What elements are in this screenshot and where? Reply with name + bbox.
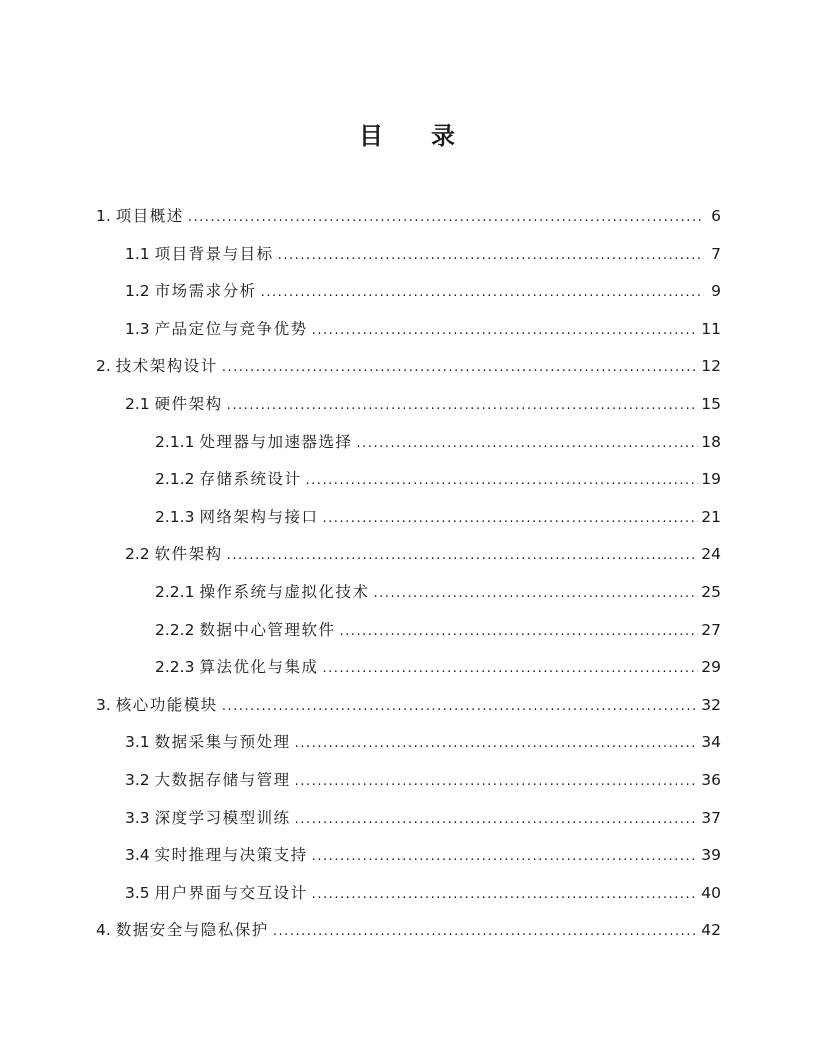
- toc-entry[interactable]: [96, 461, 721, 499]
- dot-leader: [356, 424, 698, 463]
- dot-leader: [373, 574, 698, 613]
- toc-entry[interactable]: [96, 837, 721, 875]
- toc-entry-number: 2.2: [125, 545, 150, 564]
- toc-entry-label: 项目背景与目标: [154, 244, 274, 263]
- toc-entry[interactable]: [96, 536, 721, 574]
- toc-entry-number: 1.1: [125, 244, 150, 263]
- toc-entry-page-number: 6: [711, 207, 721, 225]
- toc-entry-heading: [125, 236, 274, 274]
- toc-entry-page-number: 11: [701, 319, 721, 338]
- toc-entry-page-number: 25: [701, 582, 721, 601]
- toc-entry-label: 项目概述: [115, 207, 184, 225]
- toc-entry-page-number: 36: [701, 770, 721, 789]
- dot-leader: [305, 461, 698, 500]
- toc-entry-label: 操作系统与虚拟化技术: [199, 582, 370, 601]
- toc-entry-number: 2.1.3: [155, 507, 195, 526]
- toc-entry[interactable]: [96, 424, 721, 462]
- toc-entry-number: 3.3: [125, 808, 150, 827]
- toc-entry[interactable]: [96, 875, 721, 913]
- toc-entry-heading: [155, 461, 301, 499]
- dot-leader: [222, 348, 698, 387]
- toc-entry-heading: [96, 687, 218, 725]
- toc-entry[interactable]: [96, 649, 721, 687]
- toc-title-char-1: 目: [359, 122, 385, 150]
- toc-entry[interactable]: [96, 386, 721, 424]
- dot-leader: [227, 536, 699, 575]
- toc-entry-label: 实时推理与决策支持: [154, 846, 308, 865]
- toc-entry[interactable]: [96, 574, 721, 612]
- toc-entry[interactable]: [96, 236, 721, 274]
- toc-entry-page-number: 19: [701, 470, 721, 489]
- toc-entry-page-number: 7: [711, 244, 721, 263]
- toc-entry[interactable]: [96, 724, 721, 762]
- toc-entry-heading: [155, 612, 335, 650]
- toc-entry[interactable]: [96, 762, 721, 800]
- toc-title-char-2: 录: [431, 122, 457, 150]
- toc-entry-heading: [125, 536, 223, 574]
- toc-entry-label: 市场需求分析: [154, 282, 257, 301]
- dot-leader: [339, 612, 698, 651]
- toc-entry-number: 2.: [96, 357, 111, 376]
- toc-entry-heading: [125, 875, 308, 913]
- toc-entry-page-number: 42: [701, 921, 721, 940]
- toc-entry-number: 3.1: [125, 733, 150, 752]
- dot-leader: [261, 273, 704, 312]
- toc-entry-page-number: 12: [701, 357, 721, 376]
- toc-entry-number: 2.2.1: [155, 582, 195, 601]
- toc-entry-heading: [125, 386, 223, 424]
- toc-entry[interactable]: [96, 800, 721, 838]
- toc-entry-label: 数据中心管理软件: [199, 620, 336, 639]
- dot-leader: [278, 236, 704, 275]
- toc-entry-page-number: 39: [701, 846, 721, 865]
- toc-entry-label: 用户界面与交互设计: [154, 883, 308, 902]
- toc-entry-number: 3.4: [125, 846, 150, 865]
- toc-entry-page-number: 18: [701, 432, 721, 451]
- toc-entry[interactable]: [96, 499, 721, 537]
- toc-entry-number: 1.3: [125, 319, 150, 338]
- toc-entry-number: 2.1.1: [155, 432, 195, 451]
- dot-leader: [312, 875, 699, 914]
- toc-entry-heading: [96, 198, 184, 236]
- dot-leader: [227, 386, 699, 425]
- toc-entry[interactable]: [96, 612, 721, 650]
- toc-entry-number: 1.2: [125, 282, 150, 301]
- toc-entry[interactable]: [96, 912, 721, 950]
- toc-entry-label: 网络架构与接口: [199, 507, 319, 526]
- dot-leader: [295, 762, 699, 801]
- toc-entry-label: 大数据存储与管理: [154, 770, 291, 789]
- toc-entry-number: 2.2.3: [155, 658, 195, 677]
- toc-entry-page-number: 24: [701, 545, 721, 564]
- toc-entry-page-number: 15: [701, 394, 721, 413]
- toc-entry-number: 3.2: [125, 770, 150, 789]
- toc-entry-heading: [155, 574, 369, 612]
- toc-entry-heading: [125, 800, 291, 838]
- dot-leader: [273, 912, 698, 951]
- toc-entry-heading: [125, 724, 291, 762]
- toc-entry[interactable]: [96, 198, 721, 236]
- toc-entry-page-number: 29: [701, 658, 721, 677]
- toc-entry-label: 处理器与加速器选择: [199, 432, 353, 451]
- toc-entry-label: 存储系统设计: [199, 470, 302, 489]
- toc-entry-heading: [125, 762, 291, 800]
- toc-entry-number: 4.: [96, 921, 111, 940]
- dot-leader: [312, 837, 699, 876]
- toc-entry-heading: [96, 912, 269, 950]
- toc-entry-page-number: 34: [701, 733, 721, 752]
- dot-leader: [312, 311, 699, 350]
- dot-leader: [322, 499, 698, 538]
- toc-entry[interactable]: [96, 348, 721, 386]
- dot-leader: [322, 649, 698, 688]
- toc-entry-label: 技术架构设计: [115, 357, 218, 376]
- toc-entry[interactable]: [96, 687, 721, 725]
- toc-entry[interactable]: [96, 273, 721, 311]
- toc-entry-heading: [125, 273, 257, 311]
- toc-entry-number: 3.5: [125, 883, 150, 902]
- toc-entry-page-number: 37: [701, 808, 721, 827]
- toc-entry-page-number: 32: [701, 695, 721, 714]
- toc-list: [96, 198, 721, 950]
- toc-entry-label: 核心功能模块: [115, 695, 218, 714]
- toc-entry-number: 2.1.2: [155, 470, 195, 489]
- toc-entry-page-number: 40: [701, 883, 721, 902]
- dot-leader: [188, 198, 704, 237]
- toc-entry-heading: [155, 499, 318, 537]
- toc-entry-label: 产品定位与竞争优势: [154, 319, 308, 338]
- toc-entry-number: 3.: [96, 695, 111, 714]
- dot-leader: [222, 687, 698, 726]
- toc-entry-heading: [155, 424, 352, 462]
- toc-entry-label: 硬件架构: [154, 394, 223, 413]
- toc-entry-label: 软件架构: [154, 545, 223, 564]
- toc-entry-heading: [155, 649, 318, 687]
- toc-entry-label: 深度学习模型训练: [154, 808, 291, 827]
- dot-leader: [295, 724, 699, 763]
- toc-entry-heading: [96, 348, 218, 386]
- toc-entry[interactable]: [96, 311, 721, 349]
- toc-entry-page-number: 21: [701, 507, 721, 526]
- toc-title: [0, 116, 816, 156]
- toc-entry-page-number: 9: [711, 282, 721, 301]
- toc-entry-label: 数据采集与预处理: [154, 733, 291, 752]
- toc-entry-number: 2.1: [125, 394, 150, 413]
- toc-entry-number: 1.: [96, 207, 111, 225]
- toc-entry-heading: [125, 837, 308, 875]
- toc-entry-label: 数据安全与隐私保护: [115, 921, 269, 940]
- dot-leader: [295, 800, 699, 839]
- toc-entry-page-number: 27: [701, 620, 721, 639]
- toc-entry-label: 算法优化与集成: [199, 658, 319, 677]
- toc-entry-heading: [125, 311, 308, 349]
- toc-entry-number: 2.2.2: [155, 620, 195, 639]
